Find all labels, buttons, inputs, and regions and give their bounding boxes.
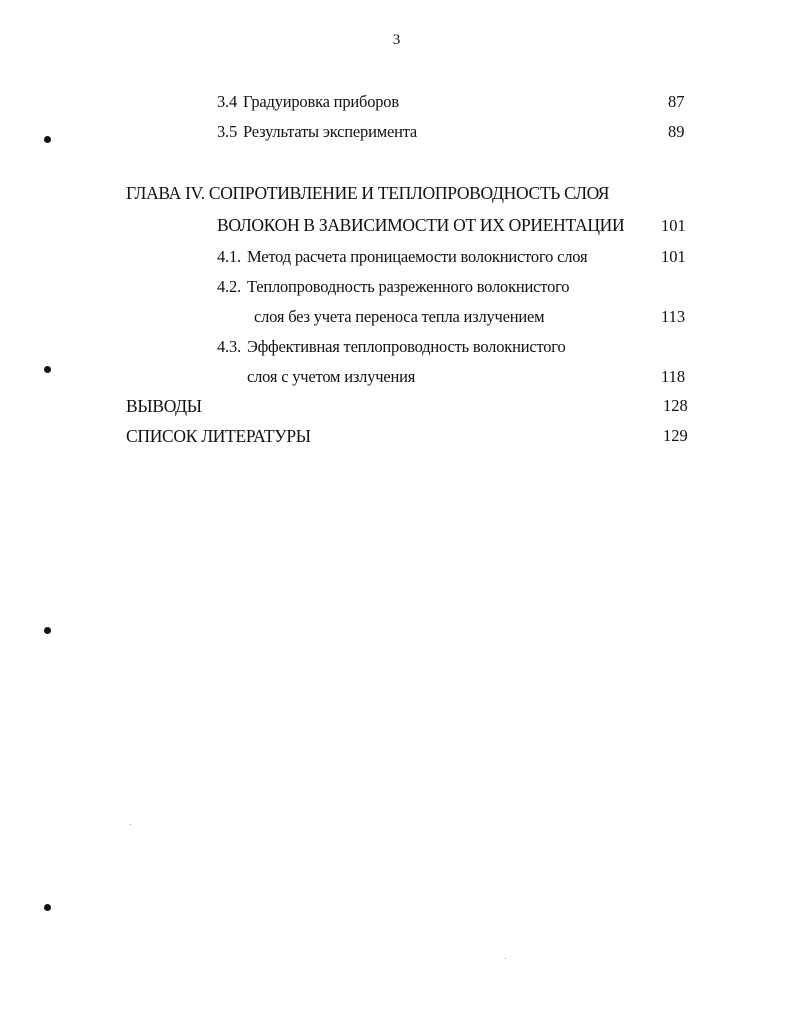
toc-entry-number: 3.4 [217,92,238,111]
toc-references: СПИСОК ЛИТЕРАТУРЫ [126,426,311,446]
toc-entry-number: 3.5 [217,122,238,141]
toc-entry-page: 87 [668,92,685,111]
toc-conclusions-page: 128 [663,396,688,415]
chapter-4-page: 101 [661,216,686,235]
chapter-4-heading-line2: ВОЛОКОН В ЗАВИСИМОСТИ ОТ ИХ ОРИЕНТАЦИИ [217,215,625,235]
toc-entry-title-line1: Теплопроводность разреженного волокнистого [246,277,570,296]
toc-entry-page: 101 [661,247,686,266]
toc-entry-3-5 [217,122,417,142]
toc-entry-number: 4.2. [217,277,241,296]
toc-entry-page: 113 [661,307,686,326]
page-number: 3 [392,32,401,48]
toc-entry-title: Метод расчета проницаемости волокнистого слоя [246,247,588,266]
binder-hole-dot [44,366,51,373]
toc-entry-number: 4.1. [217,247,241,266]
binder-hole-dot [44,136,51,143]
toc-entry-4-1 [217,247,587,267]
toc-entry-title-line1: Эффективная теплопроводность волокнистого [246,337,566,356]
scan-speck [505,958,506,959]
scan-speck [130,824,131,825]
toc-entry-title: Градуировка приборов [243,92,399,111]
toc-entry-title-line2: слоя без учета переноса тепла излучением [254,307,545,326]
chapter-4-heading-line1: ГЛАВА IV. СОПРОТИВЛЕНИЕ И ТЕПЛОПРОВОДНОСТЬ СЛОЯ [126,183,610,203]
toc-entry-3-4 [217,92,399,112]
toc-entry-title: Результаты эксперимента [243,122,418,141]
toc-entry-number: 4.3. [217,337,241,356]
toc-entry-title-line2: слоя с учетом излучения [247,367,416,386]
binder-hole-dot [44,904,51,911]
toc-conclusions: ВЫВОДЫ [126,396,202,416]
toc-entry-page: 118 [661,367,686,386]
binder-hole-dot [44,627,51,634]
toc-references-page: 129 [663,426,688,445]
toc-entry-4-2 [217,277,569,297]
toc-entry-4-3 [217,337,566,357]
toc-entry-page: 89 [668,122,685,141]
